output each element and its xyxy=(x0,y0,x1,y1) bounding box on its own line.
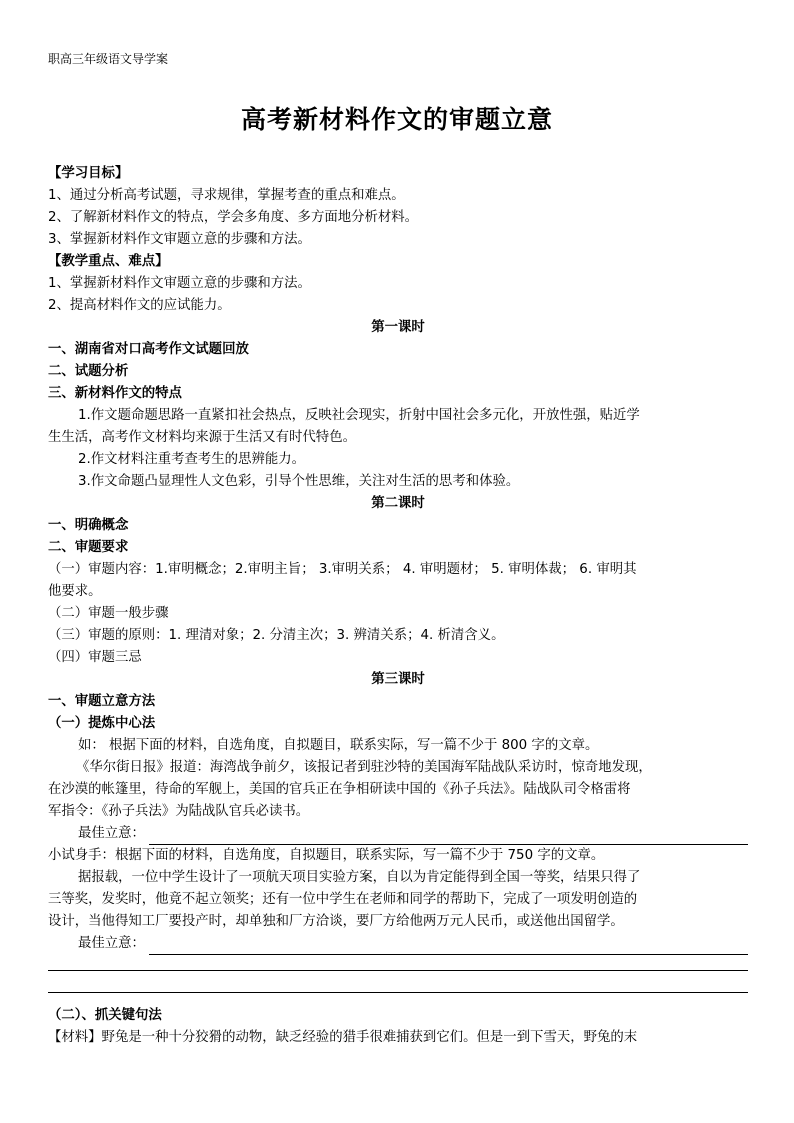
material-2-line: 据报载，一位中学生设计了一项航天项目实验方案，自以为肯定能得到全国一等奖，结果只得了 xyxy=(78,870,641,885)
best-idea-1-row xyxy=(48,823,748,845)
lesson2-title: 第二课时 xyxy=(371,496,425,511)
objective-item: 3、掌握新材料作文审题立意的步骤和方法。 xyxy=(48,232,311,247)
lesson1-section-3: 三、新材料作文的特点 xyxy=(48,386,182,401)
answer-line[interactable] xyxy=(48,955,748,977)
lesson3-title: 第三课时 xyxy=(371,672,425,687)
answer-line[interactable] xyxy=(48,977,748,999)
page-title: 高考新材料作文的审题立意 xyxy=(240,105,553,134)
review-requirement-2: （二）审题一般步骤 xyxy=(48,606,169,621)
lesson1-point-1-cont: 生生活，高考作文材料均来源于生活又有时代特色。 xyxy=(48,430,356,445)
lesson1-section-1: 一、湖南省对口高考作文试题回放 xyxy=(48,342,249,357)
material-1-line: 军指令：《孙子兵法》为陆战队官兵必读书。 xyxy=(48,804,310,819)
method-2-heading: （二）、抓关键句法 xyxy=(48,1008,162,1023)
review-requirement-3: （三）审题的原则：1. 理清对象；2. 分清主次；3. 辨清关系；4. 析清含义。 xyxy=(48,628,505,643)
page-header: 职高三年级语文导学案 xyxy=(48,52,169,66)
lesson2-section-1: 一、明确概念 xyxy=(48,518,129,533)
lesson1-title: 第一课时 xyxy=(371,320,425,335)
best-idea-1-label: 最佳立意： xyxy=(78,826,145,841)
example-prompt: 如： 根据下面的材料，自选角度，自拟题目，联系实际，写一篇不少于 800 字的文章。 xyxy=(78,738,599,753)
lesson1-section-2: 二、试题分析 xyxy=(48,364,129,379)
lesson3-section-1: 一、审题立意方法 xyxy=(48,694,156,709)
objective-item: 2、了解新材料作文的特点，学会多角度、多方面地分析材料。 xyxy=(48,210,419,225)
material-2-line: 设计，当他得知工厂要投产时，却单独和厂方洽谈，要厂方给他两万元人民币，或送他出国留学。 xyxy=(48,914,624,929)
best-idea-2-row xyxy=(48,933,748,955)
review-requirement-1: （一）审题内容：1.审明概念；2.审明主旨； 3.审明关系； 4. 审明题材； 5. 审明体裁； 6. 审明其 xyxy=(48,562,637,577)
document-body xyxy=(48,163,748,1049)
key-point-item: 2、提高材料作文的应试能力。 xyxy=(48,298,231,313)
objective-item: 1、通过分析高考试题，寻求规律，掌握考查的重点和难点。 xyxy=(48,188,405,203)
lesson1-point-3: 3.作文命题凸显理性人文色彩，引导个性思维，关注对生活的思考和体验。 xyxy=(78,474,520,489)
material-1-line: 《华尔街日报》报道：海湾战争前夕，该报记者到驻沙特的美国海军陆战队采访时，惊奇地发现， xyxy=(76,760,652,775)
lesson2-section-2: 二、审题要求 xyxy=(48,540,129,555)
objectives-heading: 【学习目标】 xyxy=(48,166,129,181)
material-2-line: 三等奖，发奖时，他竟不起立领奖；还有一位中学生在老师和同学的帮助下，完成了一项发明创造的 xyxy=(48,892,638,907)
method-1-heading: （一）提炼中心法 xyxy=(48,716,156,731)
best-idea-2-label: 最佳立意： xyxy=(78,936,145,951)
material-3-line: 【材料】野兔是一种十分狡猾的动物，缺乏经验的猎手很难捕获到它们。但是一到下雪天，野兔的末 xyxy=(48,1030,638,1045)
key-point-item: 1、掌握新材料作文审题立意的步骤和方法。 xyxy=(48,276,311,291)
lesson1-point-1: 1.作文题命题思路一直紧扣社会热点，反映社会现实，折射中国社会多元化，开放性强，贴近学 xyxy=(78,408,640,423)
lesson1-point-2: 2.作文材料注重考查考生的思辨能力。 xyxy=(78,452,306,467)
key-points-heading: 【教学重点、难点】 xyxy=(48,254,169,269)
best-idea-1-blank[interactable] xyxy=(149,829,748,845)
material-1-line: 在沙漠的帐篷里，待命的军舰上，美国的官兵正在争相研读中国的《孙子兵法》。陆战队司令格雷将 xyxy=(48,782,631,797)
practice-prompt: 小试身手：根据下面的材料，自选角度，自拟题目，联系实际，写一篇不少于 750 字的文章。 xyxy=(48,848,605,863)
review-requirement-4: （四）审题三忌 xyxy=(48,650,142,665)
best-idea-2-blank[interactable] xyxy=(149,939,748,955)
review-requirement-1-cont: 他要求。 xyxy=(48,584,102,599)
